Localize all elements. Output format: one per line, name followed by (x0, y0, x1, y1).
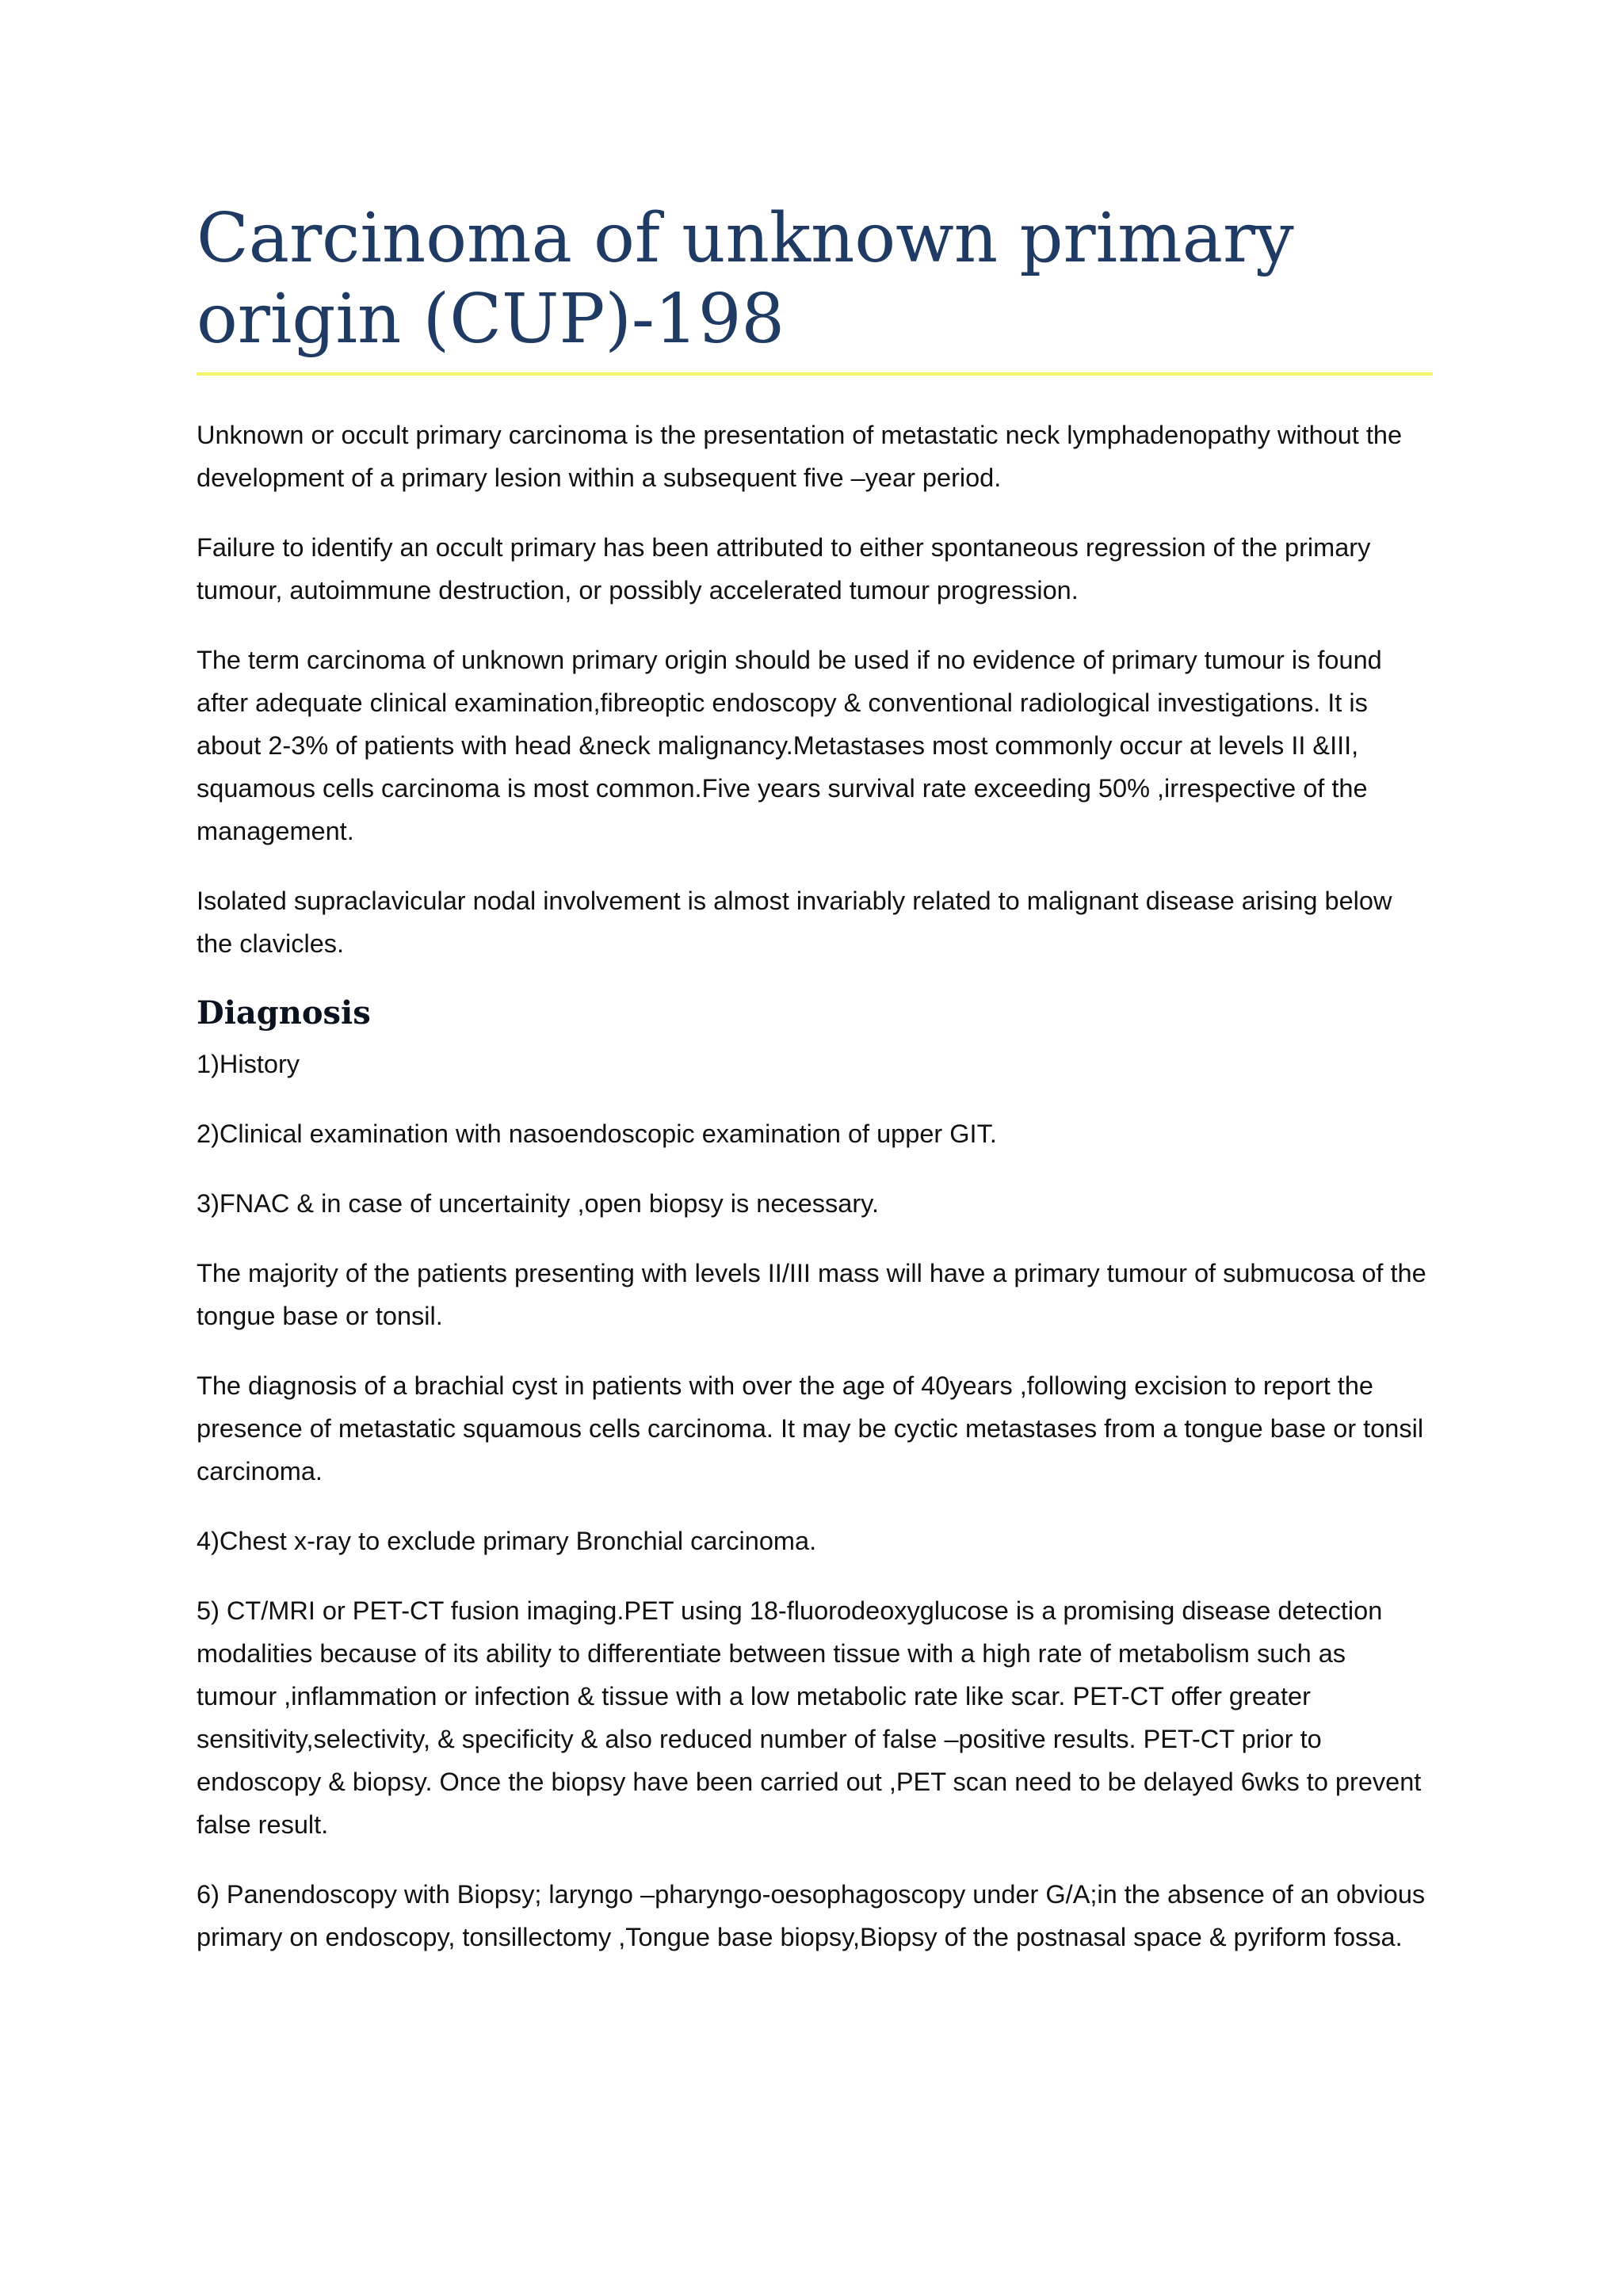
section-heading-diagnosis: Diagnosis (197, 994, 371, 1032)
intro-paragraph-3: The term carcinoma of unknown primary origin should be used if no evidence of primary tumour is found after adequate clinical examination,fibreoptic endoscopy & conventional radiological investigations. It is about 2-3% of patients with head &neck malignancy.Metastases most commonly occur at levels II &III, squamous cells carcinoma is most common.Five years survival rate exceeding 50% ,irrespective of the management. (197, 646, 1382, 845)
diagnosis-item-chest-xray: 4)Chest x-ray to exclude primary Bronchial carcinoma. (197, 1527, 817, 1555)
diagnosis-item-fnac: 3)FNAC & in case of uncertainity ,open biopsy is necessary. (197, 1189, 880, 1218)
document-body (197, 414, 1433, 1958)
diagnosis-paragraph-brachial-cyst: The diagnosis of a brachial cyst in patients with over the age of 40years ,following excision to report the presence of metastatic squamous cells carcinoma. It may be cyctic metastases from a tongue base or tonsil carcinoma. (197, 1371, 1424, 1486)
intro-paragraph-4: Isolated supraclavicular nodal involvement is almost invariably related to malignant disease arising below the clavicles. (197, 887, 1392, 958)
diagnosis-item-panendoscopy: 6) Panendoscopy with Biopsy; laryngo –pharyngo-oesophagoscopy under G/A;in the absence of an obvious primary on endoscopy, tonsillectomy ,Tongue base biopsy,Biopsy of the postnasal space & pyriform fossa. (197, 1880, 1426, 1951)
diagnosis-item-imaging: 5) CT/MRI or PET-CT fusion imaging.PET using 18-fluorodeoxyglucose is a promising disease detection modalities because of its ability to differentiate between tissue with a high rate of metabolism such as tumour ,inflammation or infection & tissue with a low metabolic rate like scar. PET-CT offer greater sensitivity,selectivity, & specificity & also reduced number of false –positive results. PET-CT prior to endoscopy & biopsy. Once the biopsy have been carried out ,PET scan need to be delayed 6wks to prevent false result. (197, 1596, 1422, 1839)
diagnosis-paragraph-majority: The majority of the patients presenting with levels II/III mass will have a primary tumour of submucosa of the tongue base or tonsil. (197, 1259, 1426, 1330)
page-title: Carcinoma of unknown primary origin (CUP)-198 (197, 198, 1433, 376)
intro-paragraph-1: Unknown or occult primary carcinoma is the presentation of metastatic neck lymphadenopathy without the development of a primary lesion within a subsequent five –year period. (197, 421, 1403, 492)
diagnosis-item-history: 1)History (197, 1050, 300, 1078)
intro-paragraph-2: Failure to identify an occult primary has been attributed to either spontaneous regression of the primary tumour, autoimmune destruction, or possibly accelerated tumour progression. (197, 533, 1371, 605)
diagnosis-item-clinical-exam: 2)Clinical examination with nasoendoscopic examination of upper GIT. (197, 1119, 997, 1148)
document-page (197, 198, 1433, 1985)
